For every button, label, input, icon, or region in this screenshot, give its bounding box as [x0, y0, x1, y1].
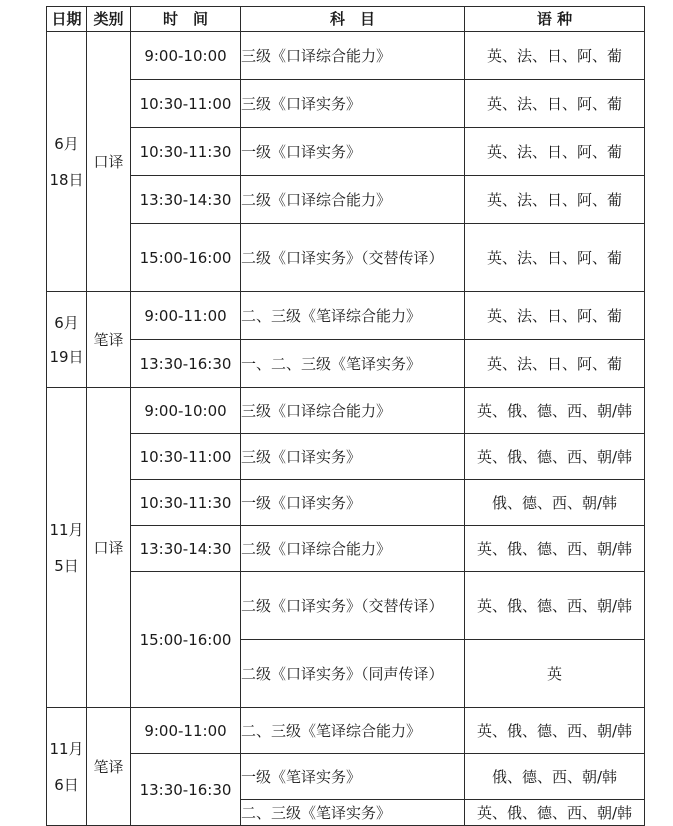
type-cell: 笔译: [87, 292, 131, 388]
subject-cell: 二、三级《笔译综合能力》: [241, 292, 465, 340]
table-row: [47, 480, 645, 526]
subject-cell: 三级《口译实务》: [241, 80, 465, 128]
subject-cell: 二级《口译实务》（交替传译）: [241, 572, 465, 640]
subject-cell: 三级《口译综合能力》: [241, 388, 465, 434]
date-month: 6月: [54, 313, 79, 332]
time-cell: 10:30-11:00: [131, 434, 241, 480]
date-day: 18日: [49, 170, 84, 189]
subject-cell: 三级《口译实务》: [241, 434, 465, 480]
subject-cell: 二级《口译综合能力》: [241, 176, 465, 224]
table-row: [47, 224, 645, 292]
table-row: [47, 708, 645, 754]
time-cell: 10:30-11:30: [131, 128, 241, 176]
language-cell: 俄、德、西、朝/韩: [465, 480, 645, 526]
header-language: 语 种: [465, 7, 645, 32]
subject-cell: 二级《口译综合能力》: [241, 526, 465, 572]
subject-cell: 一、二、三级《笔译实务》: [241, 340, 465, 388]
subject-cell: 一级《笔译实务》: [241, 754, 465, 800]
language-cell: 英、法、日、阿、葡: [465, 128, 645, 176]
table-row: [47, 176, 645, 224]
exam-schedule-table: [46, 6, 645, 826]
date-cell: [47, 292, 87, 388]
table-row: [47, 754, 645, 800]
table-row: [47, 340, 645, 388]
language-cell: 英、法、日、阿、葡: [465, 292, 645, 340]
table-row: [47, 128, 645, 176]
language-cell: 英、俄、德、西、朝/韩: [465, 388, 645, 434]
header-time: 时 间: [131, 7, 241, 32]
date-month: 11月: [49, 520, 84, 539]
language-cell: 英、俄、德、西、朝/韩: [465, 708, 645, 754]
header-row: [47, 7, 645, 32]
date-month: 6月: [54, 134, 79, 153]
time-cell: 9:00-10:00: [131, 32, 241, 80]
table-row: [47, 292, 645, 340]
time-cell: 9:00-11:00: [131, 292, 241, 340]
time-cell: 10:30-11:30: [131, 480, 241, 526]
table-row: [47, 388, 645, 434]
header-subject: 科 目: [241, 7, 465, 32]
language-cell: 英、俄、德、西、朝/韩: [465, 572, 645, 640]
language-cell: 英、俄、德、西、朝/韩: [465, 526, 645, 572]
subject-cell: 二、三级《笔译实务》: [241, 800, 465, 826]
table-row: [47, 32, 645, 80]
time-cell: 13:30-14:30: [131, 176, 241, 224]
language-cell: 英、俄、德、西、朝/韩: [465, 800, 645, 826]
header-date: 日期: [47, 7, 87, 32]
language-cell: 英、俄、德、西、朝/韩: [465, 434, 645, 480]
header-type: 类别: [87, 7, 131, 32]
time-cell: 13:30-16:30: [131, 340, 241, 388]
subject-cell: 一级《口译实务》: [241, 480, 465, 526]
date-cell: [47, 32, 87, 292]
date-month: 11月: [49, 739, 84, 758]
language-cell: 俄、德、西、朝/韩: [465, 754, 645, 800]
subject-cell: 二级《口译实务》（交替传译）: [241, 224, 465, 292]
date-day: 19日: [49, 347, 84, 366]
table-row: [47, 434, 645, 480]
time-cell: 15:00-16:00: [131, 572, 241, 708]
language-cell: 英、法、日、阿、葡: [465, 224, 645, 292]
subject-cell: 二级《口译实务》（同声传译）: [241, 640, 465, 708]
table-row: [47, 526, 645, 572]
date-cell: [47, 708, 87, 826]
type-cell: 口译: [87, 32, 131, 292]
table-row: [47, 572, 645, 640]
subject-cell: 三级《口译综合能力》: [241, 32, 465, 80]
type-cell: 笔译: [87, 708, 131, 826]
subject-cell: 一级《口译实务》: [241, 128, 465, 176]
date-cell: [47, 388, 87, 708]
language-cell: 英、法、日、阿、葡: [465, 80, 645, 128]
type-cell: 口译: [87, 388, 131, 708]
time-cell: 10:30-11:00: [131, 80, 241, 128]
language-cell: 英、法、日、阿、葡: [465, 176, 645, 224]
language-cell: 英、法、日、阿、葡: [465, 340, 645, 388]
language-cell: 英、法、日、阿、葡: [465, 32, 645, 80]
time-cell: 9:00-10:00: [131, 388, 241, 434]
time-cell: 13:30-14:30: [131, 526, 241, 572]
date-day: 6日: [54, 775, 79, 794]
table-row: [47, 80, 645, 128]
time-cell: 9:00-11:00: [131, 708, 241, 754]
time-cell: 15:00-16:00: [131, 224, 241, 292]
subject-cell: 二、三级《笔译综合能力》: [241, 708, 465, 754]
language-cell: 英: [465, 640, 645, 708]
time-cell: 13:30-16:30: [131, 754, 241, 826]
date-day: 5日: [54, 556, 79, 575]
